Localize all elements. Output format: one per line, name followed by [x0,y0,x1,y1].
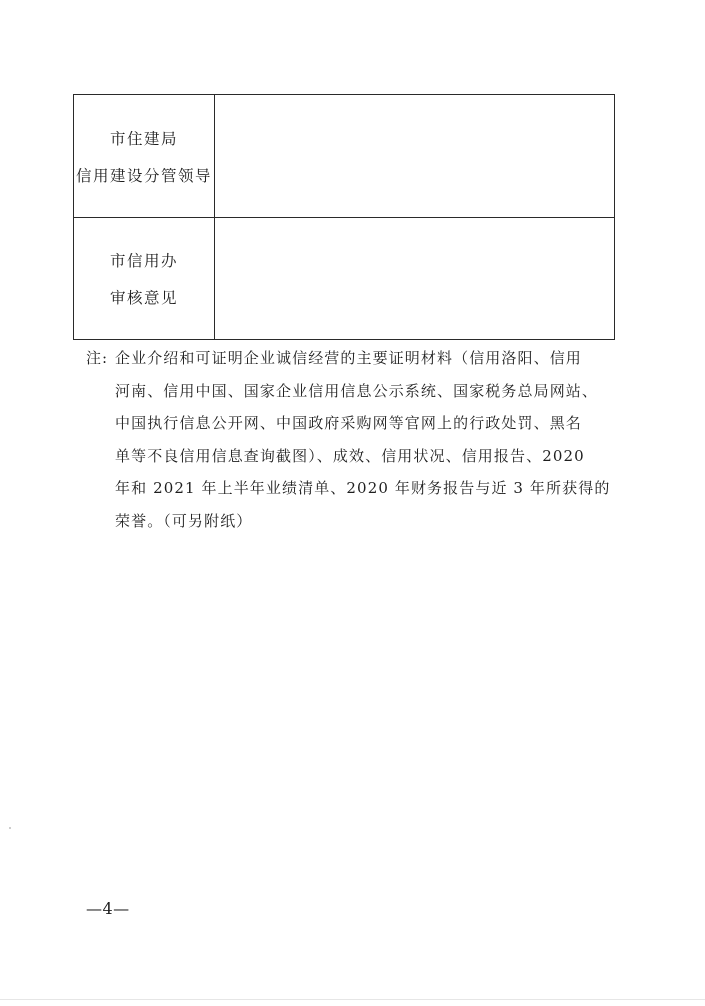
scan-speck [9,827,11,829]
note-body [115,342,612,537]
note-line: 河南、信用中国、国家企业信用信息公示系统、国家税务总局网站、 [115,381,599,400]
note-prefix: 注: [86,349,109,367]
review-opinion-field[interactable] [215,218,615,340]
table-label-cell [74,218,215,340]
row-label-line: 市住建局 [109,129,178,148]
leader-opinion-field[interactable] [215,95,615,218]
note-line: 荣誉。（可另附纸） [115,511,253,530]
row-label-line: 市信用办 [109,252,178,270]
note-line: 中国执行信息公开网、中国政府采购网等官网上的行政处罚、黑名 [115,414,582,432]
approval-table [73,94,615,340]
note-line: 年和 2021 年上半年业绩清单、2020 年财务报告与近 3 年所获得的 [115,479,611,497]
note-line: 单等不良信用信息查询截图）、成效、信用状况、信用报告、2020 [115,446,585,465]
note-line: 企业介绍和可证明企业诚信经营的主要证明材料（信用洛阳、信用 [115,349,582,367]
page-bottom-edge [0,999,705,1000]
table-row [74,218,615,340]
page-number: —4— [86,899,130,918]
table-label-cell [74,95,215,218]
table-row [74,95,615,218]
row-label-line: 信用建设分管领导 [75,166,212,185]
row-label-line: 审核意见 [109,289,178,307]
